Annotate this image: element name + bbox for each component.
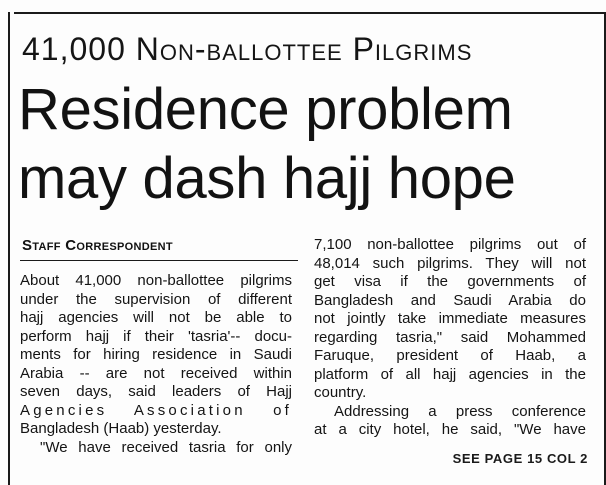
body-line: 48,014 such pilgrims. They will not [314,254,586,272]
byline: Staff Correspondent [22,237,173,254]
body-line: platform of all hajj agencies in the [314,365,586,383]
body-line: perform hajj if their 'tasria'-- docu- [20,327,292,345]
continuation-jump-line: SEE PAGE 15 COL 2 [452,451,588,466]
body-line: "We have received tasria for only [40,438,292,456]
kicker [22,31,472,68]
body-line: Agencies Association of [20,401,292,419]
left-border-rule [8,12,10,485]
body-line: About 41,000 non-ballottee pilgrims [20,272,292,289]
body-line: not jointly take immediate measures [314,310,586,327]
body-column-left [20,272,292,457]
body-line: country. [314,384,367,401]
body-line: hajj agencies will not be able to [20,309,292,326]
kicker-number: 41,000 [22,31,126,67]
headline [18,75,604,213]
body-column-right [314,236,586,440]
body-line: 7,100 non-ballottee pilgrims out of [314,236,586,253]
body-line: get visa if the governments of [314,273,586,290]
kicker-text: Non-ballottee Pilgrims [135,31,473,67]
body-line: Arabia -- are not received within [20,364,292,382]
body-line: Bangladesh (Haab) yesterday. [20,420,222,437]
body-line: regarding tasria," said Mohammed [314,328,586,346]
body-line: under the supervision of different [20,290,292,308]
body-line: Bangladesh and Saudi Arabia do [314,291,586,309]
headline-line: may dash hajj hope [18,146,516,211]
body-line: at a city hotel, he said, "We have [314,421,586,438]
body-line: seven days, said leaders of Hajj [20,383,292,400]
byline-rule [20,260,298,261]
top-border-rule [14,12,606,14]
body-line: Faruque, president of Haab, a [314,347,586,364]
body-line: ments for hiring residence in Saudi [20,346,292,363]
body-line: Addressing a press conference [334,402,586,420]
headline-line: Residence problem [18,77,513,142]
